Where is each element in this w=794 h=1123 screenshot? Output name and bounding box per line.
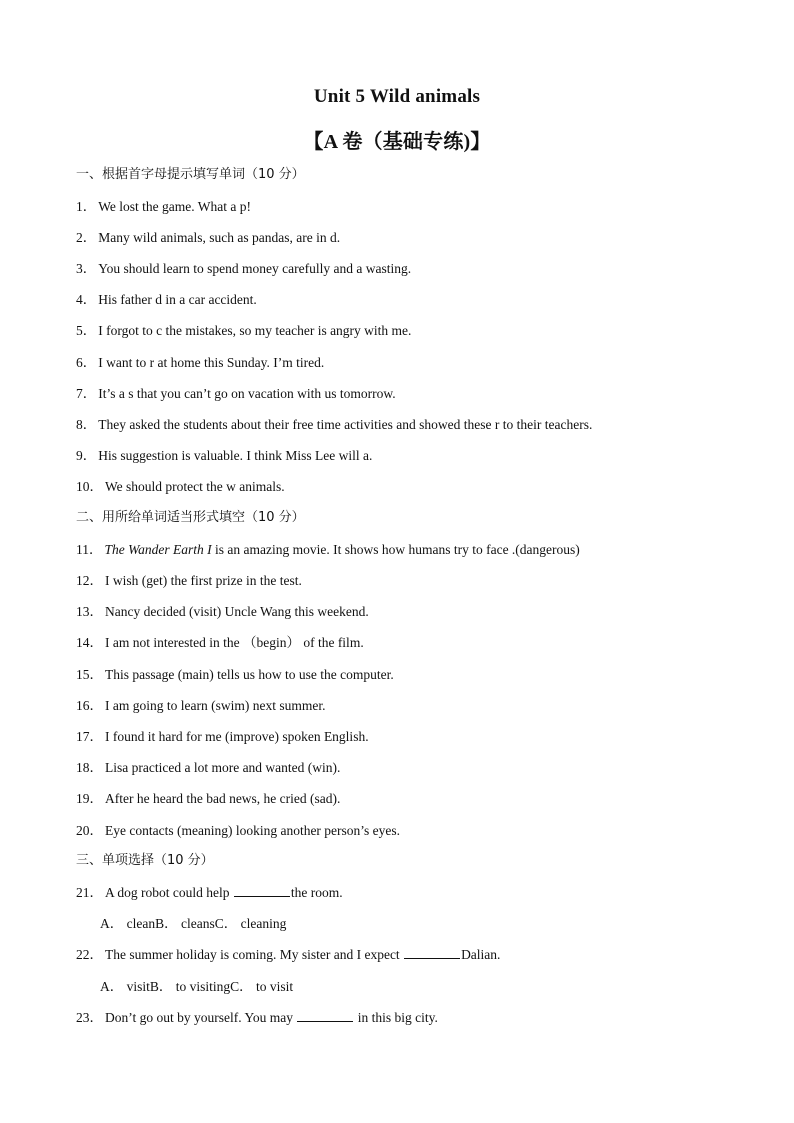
question-10: 10． We should protect the w animals. [76,479,285,494]
question-17: 17． I found it hard for me (improve) spoken English. [76,729,369,744]
answer-blank [404,946,460,959]
question-4: 4． His father d in a car accident. [76,292,257,307]
page-subtitle: 【A 卷（基础专练)】 [303,131,491,153]
question-21: 21． A dog robot could help the room. [76,885,343,900]
question-20: 20． Eye contacts (meaning) looking another person’s eyes. [76,823,401,838]
question-15: 15． This passage (main) tells us how to use the computer. [76,667,394,682]
question-5: 5． I forgot to c the mistakes, so my teacher is angry with me. [76,323,412,338]
question-7: 7． It’s a s that you can’t go on vacation with us tomorrow. [76,386,396,401]
answer-blank [297,1009,353,1022]
question-6: 6． I want to r at home this Sunday. I’m tired. [76,355,325,370]
page-title: Unit 5 Wild animals [313,86,481,107]
question-19: 19． After he heard the bad news, he cried (sad). [76,791,341,806]
section-3-heading: 三、单项选择（10 分） [76,853,214,868]
question-21-options: A． cleanB． cleansC． cleaning [100,916,287,931]
question-1: 1． We lost the game. What a p! [76,199,251,214]
question-22: 22． The summer holiday is coming. My sister and I expect Dalian. [76,947,501,962]
question-2: 2． Many wild animals, such as pandas, are in d. [76,230,341,245]
section-2-heading: 二、用所给单词适当形式填空（10 分） [76,510,305,525]
question-22-options: A． visitB． to visitingC． to visit [100,979,294,994]
question-12: 12． I wish (get) the first prize in the test. [76,573,302,588]
question-14: 14． I am not interested in the （begin） of the film. [76,635,364,650]
question-18: 18． Lisa practiced a lot more and wanted (win). [76,760,341,775]
answer-blank [234,884,290,897]
question-11: 11． The Wander Earth I is an amazing movie. It shows how humans try to face .(dangerous) [76,542,580,557]
question-13: 13． Nancy decided (visit) Uncle Wang this weekend. [76,604,369,619]
question-16: 16． I am going to learn (swim) next summer. [76,698,326,713]
question-8: 8． They asked the students about their free time activities and showed these r to their teachers. [76,417,593,432]
question-23: 23． Don’t go out by yourself. You may in this big city. [76,1010,438,1025]
section-1-heading: 一、根据首字母提示填写单词（10 分） [76,167,305,182]
question-3: 3． You should learn to spend money carefully and a wasting. [76,261,412,276]
question-9: 9． His suggestion is valuable. I think Miss Lee will a. [76,448,373,463]
